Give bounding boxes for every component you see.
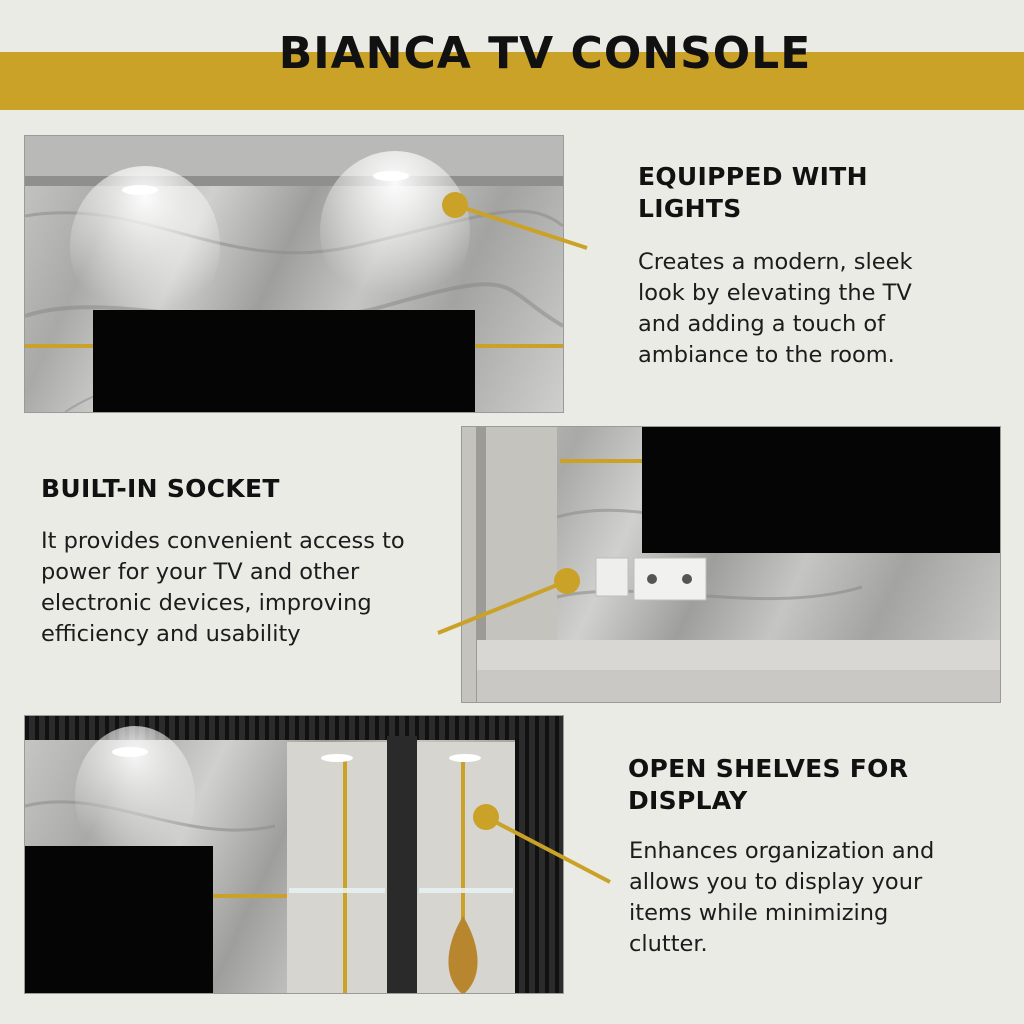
socket-photo <box>461 426 1001 703</box>
feature-text-shelves <box>629 836 934 960</box>
feature-heading-lights <box>638 161 868 225</box>
feature-heading-socket: BUILT-IN SOCKET <box>41 474 280 503</box>
feature-heading-lights-line-1: EQUIPPED WITH <box>638 162 868 191</box>
feature-text-lights-line: ambiance to the room. <box>638 342 895 368</box>
feature-text-socket-line: It provides convenient access to <box>41 528 405 554</box>
feature-text-shelves-line: clutter. <box>629 931 708 957</box>
lights-photo-scene <box>25 136 563 412</box>
shelves-photo <box>24 715 564 994</box>
socket-photo-scene <box>462 427 1000 702</box>
feature-text-socket-line: electronic devices, improving <box>41 590 372 616</box>
feature-heading-lights-line-2: LIGHTS <box>638 194 742 223</box>
feature-text-lights-line: Creates a modern, sleek <box>638 249 913 275</box>
lights-photo <box>24 135 564 413</box>
shelves-photo-scene <box>25 716 563 993</box>
feature-text-shelves-line: Enhances organization and <box>629 838 935 864</box>
feature-text-shelves-line: items while minimizing <box>629 900 889 926</box>
feature-heading-shelves <box>628 753 908 817</box>
feature-text-lights-line: look by elevating the TV <box>638 280 912 306</box>
feature-text-lights <box>638 247 913 371</box>
page-title: BIANCA TV CONSOLE <box>278 28 812 79</box>
feature-text-shelves-line: allows you to display your <box>629 869 923 895</box>
feature-text-socket-line: efficiency and usability <box>41 621 301 647</box>
feature-text-lights-line: and adding a touch of <box>638 311 886 337</box>
feature-text-socket-line: power for your TV and other <box>41 559 360 585</box>
feature-heading-shelves-line-2: DISPLAY <box>628 786 748 815</box>
feature-heading-shelves-line-1: OPEN SHELVES FOR <box>628 754 909 783</box>
feature-text-socket <box>41 526 405 650</box>
